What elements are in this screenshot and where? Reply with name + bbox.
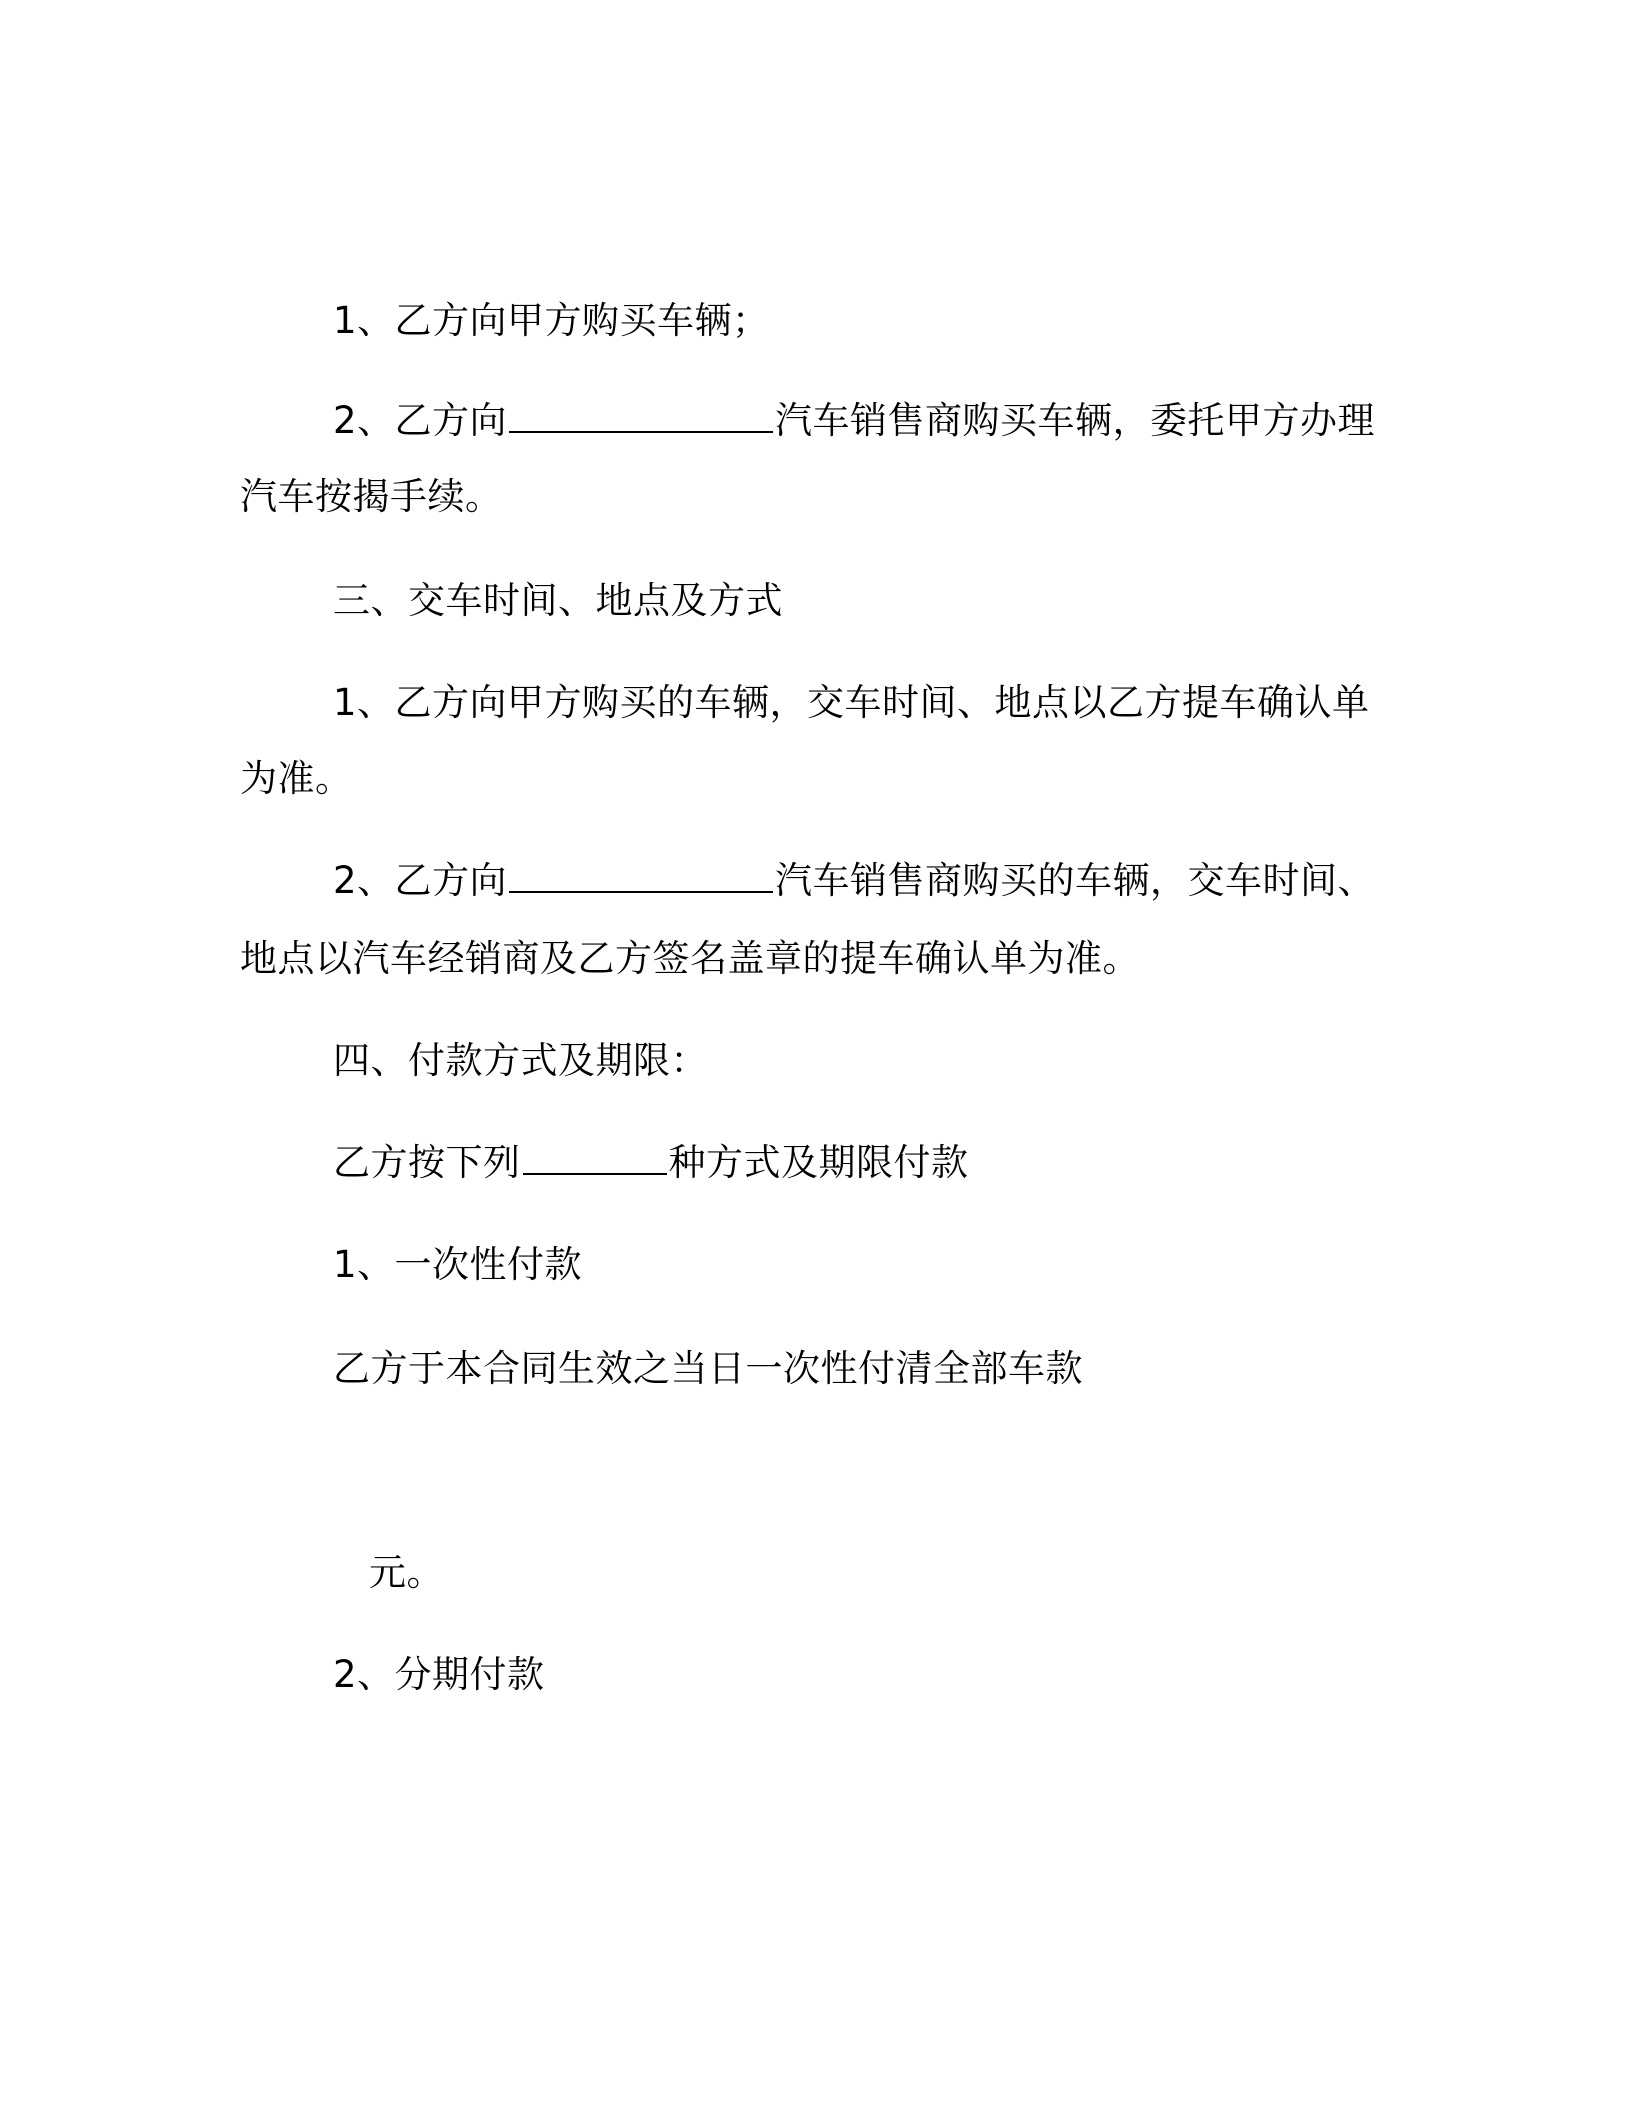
option-title: 2、分期付款 (333, 1653, 545, 1696)
dealer-name-blank[interactable] (509, 861, 773, 893)
option-title: 1、一次性付款 (333, 1243, 583, 1286)
clause-text: 为准。 (240, 757, 353, 800)
clause-text-before-blank: 2、乙方向 (333, 859, 508, 902)
clause-text-before-blank: 乙方按下列 (333, 1141, 521, 1184)
section-3-heading (333, 577, 783, 625)
clause-text: 1、乙方向甲方购买车辆； (333, 299, 770, 342)
clause-text: 乙方于本合同生效之当日一次性付清全部车款 (333, 1347, 1083, 1390)
clause-text: 1、乙方向甲方购买的车辆，交车时间、地点以乙方提车确认单 (333, 681, 1370, 724)
clause-text: 汽车按揭手续。 (240, 475, 503, 518)
clause-buy-from-party-a (333, 297, 770, 345)
payment-option-2-heading (333, 1651, 545, 1699)
payment-choice-line (333, 1139, 969, 1187)
delivery-clause-1 (333, 679, 1370, 727)
currency-unit: 元。 (369, 1551, 444, 1594)
dealer-name-blank[interactable] (509, 401, 773, 433)
payment-choice-blank[interactable] (523, 1143, 667, 1175)
payment-option-1-heading (333, 1241, 582, 1289)
delivery-clause-2 (333, 857, 1375, 905)
section-4-heading (333, 1037, 708, 1085)
clause-text-after-blank: 汽车销售商购买的车辆，交车时间、 (775, 859, 1376, 902)
delivery-clause-1-continued (240, 755, 353, 803)
clause-text: 地点以汽车经销商及乙方签名盖章的提车确认单为准。 (240, 937, 1140, 980)
payment-option-1-text (333, 1345, 1083, 1393)
payment-option-1-unit (369, 1549, 444, 1597)
clause-buy-from-dealer-continued (240, 473, 503, 521)
delivery-clause-2-continued (240, 935, 1140, 983)
clause-text-after-blank: 种方式及期限付款 (668, 1141, 969, 1184)
clause-text-before-blank: 2、乙方向 (333, 399, 508, 442)
clause-text-after-blank: 汽车销售商购买车辆，委托甲方办理 (775, 399, 1376, 442)
section-title: 四、付款方式及期限： (333, 1039, 708, 1082)
clause-buy-from-dealer (333, 397, 1375, 445)
section-title: 三、交车时间、地点及方式 (333, 579, 783, 622)
